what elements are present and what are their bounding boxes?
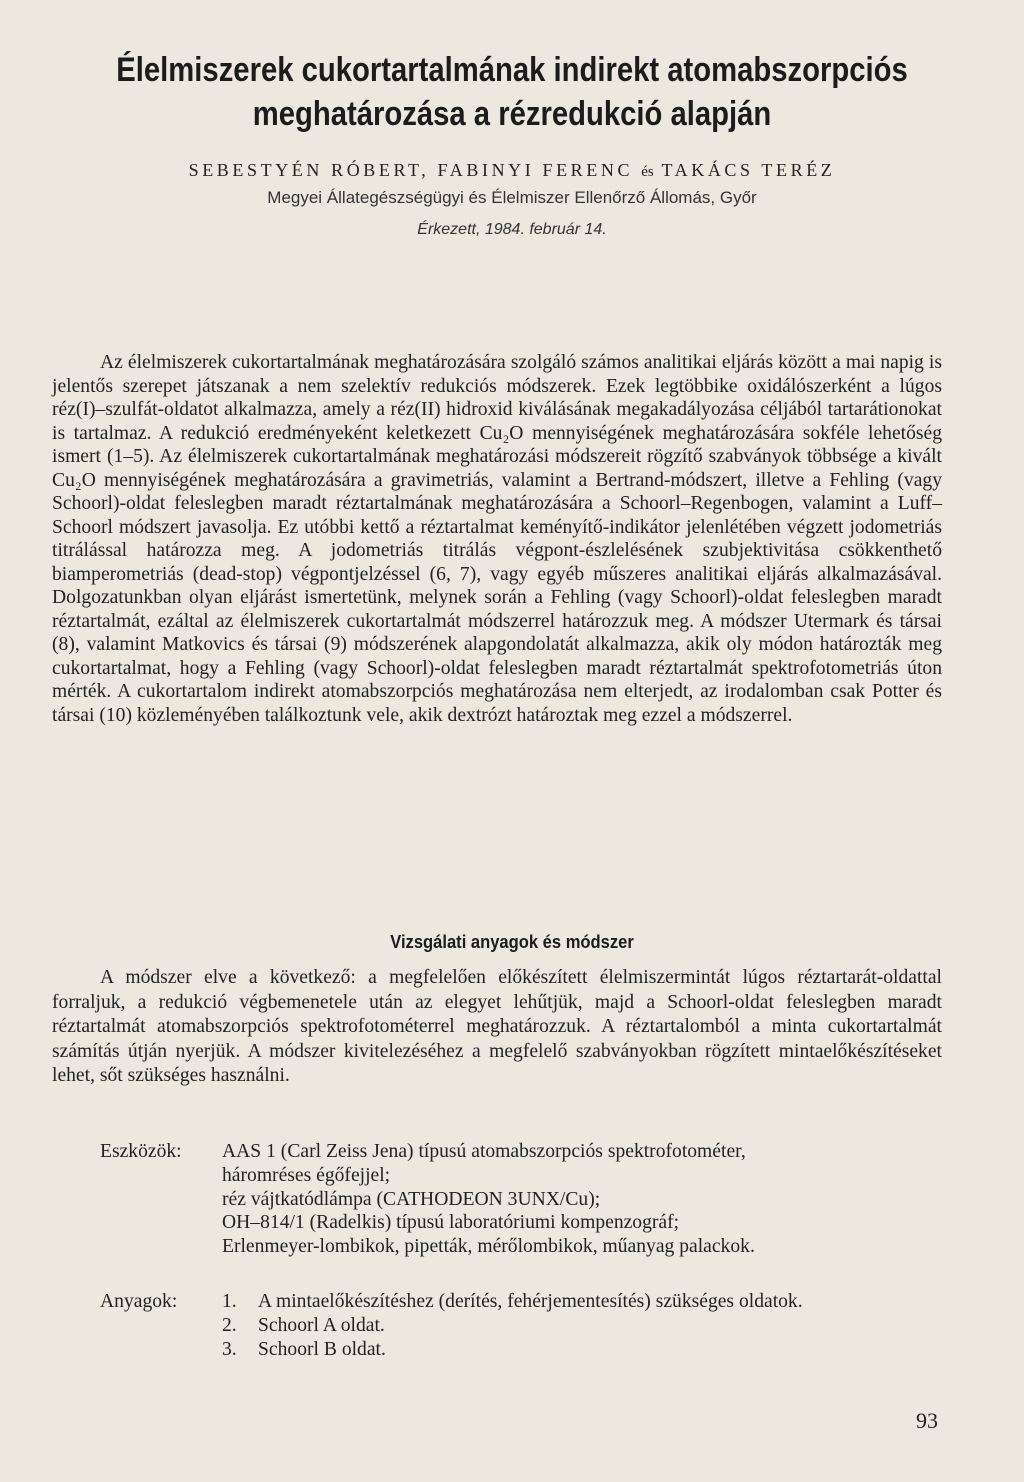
materials-item-number: 1. bbox=[222, 1291, 237, 1312]
authors-part-1: SEBESTYÉN RÓBERT, FABINYI FERENC bbox=[188, 160, 634, 180]
page-number: 93 bbox=[916, 1408, 938, 1433]
materials-item-number: 3. bbox=[222, 1338, 237, 1360]
authors bbox=[0, 160, 1024, 181]
abstract-paragraph: Az élelmiszerek cukortartalmának meghatározására szolgáló számos analitikai eljárás között a mai napig is jelentős szerepet játszanak a nem szelektív redukciós módszerek. Ezek legtöbbike oxidálószerként a lúgos réz(I)–szulfát-oldatot alkalmazza, amely a réz(II) hidroxid kiválásának megakadályozása céljából tartarátionokat is tartalmaz. A redukció eredményeként keletkezett Cu₂O mennyiségének meghatározására sokféle lehetőség ismert (1–5). Az élelmiszerek cukortartalmának meghatározási módszereit rögzítő szabványok többsége a kivált Cu₂O mennyiségének meghatározására a gravimetriás, valamint a Bertrand-módszert, illetve a Fehling (vagy Schoorl)-oldat feleslegben maradt réztartalmának meghatározására a Schoorl–Regenbogen, valamint a Luff–Schoorl módszert javasolja. Ez utóbbi kettő a réztartalmat keményítő-indikátor jelenlétében végzett jodometriás titrálással határozza meg. A jodometriás titrálás végpont-észlelésének szubjektivitása csökkenthető biamperometriás (dead-stop) végpontjelzéssel (6, 7), vagy egyéb műszeres analitikai eljárás alkalmazásával. Dolgozatunkban olyan eljárást ismertetünk, melynek során a Fehling (vagy Schoorl)-oldat feleslegben maradt réztartalmát, ezáltal az élelmiszerek cukortartalmát módszerrel határozzuk meg. A módszer Utermark és társai (8), valamint Matkovics és társai (9) módszerének alapgondolatát alkalmazza, akik oly módon határozták meg cukortartalmat, hogy a Fehling (vagy Schoorl)-oldat feleslegben maradt réztartalmát spektrofotometriás úton mérték. A cukortartalom indirekt atomabszorpciós meghatározása nem elterjedt, az irodalomban csak Potter és társai (10) közleményében találkoztunk vele, akik dextrózt határoztak meg ezzel a módszerrel. bbox=[52, 352, 942, 726]
tools-item: réz vájtkatódlámpa (CATHODEON 3UNX/Cu); bbox=[222, 1188, 601, 1210]
tools-label: Eszközök: bbox=[100, 1141, 182, 1162]
tools-item: OH–814/1 (Radelkis) típusú laboratóriumi kompenzográf; bbox=[222, 1212, 680, 1234]
article-title-line-1: Élelmiszerek cukortartalmának indirekt atomabszorpciós bbox=[116, 51, 908, 89]
materials-item-number: 2. bbox=[222, 1314, 237, 1336]
materials-item bbox=[222, 1338, 942, 1362]
article-title bbox=[106, 48, 918, 136]
tools-item: AAS 1 (Carl Zeiss Jena) típusú atomabszorpciós spektrofotométer, bbox=[222, 1141, 746, 1162]
article-title-line-2: meghatározása a rézredukció alapján bbox=[252, 95, 772, 133]
materials-item bbox=[222, 1314, 942, 1338]
materials-item-text: Schoorl A oldat. bbox=[258, 1314, 385, 1336]
authors-conjunction: és bbox=[641, 164, 654, 180]
received-date: Érkezett, 1984. február 14. bbox=[417, 221, 607, 238]
tools-item: háromréses égőfejjel; bbox=[222, 1164, 391, 1186]
method-paragraph: A módszer elve a következő: a megfelelően előkészített élelmiszermintát lúgos réztartarát-oldattal forraljuk, a redukció végbemenetele után az elegyet lehűtjük, majd a Schoorl-oldat feleslegben maradt réztartalmát atomabszorpciós spektrofotométerrel meghatározzuk. A réztartalomból a minta cukortartalmát számítás útján nyerjük. A módszer kivitelezéséhez a megfelelő szabványokban rögzített mintaelőkészítéseket lehet, sőt szükséges használni. bbox=[52, 967, 942, 1087]
materials-item-text: Schoorl B oldat. bbox=[258, 1338, 386, 1360]
materials-item-text: A mintaelőkészítéshez (derítés, fehérjementesítés) szükséges oldatok. bbox=[258, 1291, 803, 1312]
tools-item: Erlenmeyer-lombikok, pipetták, mérőlombikok, műanyag palackok. bbox=[222, 1236, 755, 1258]
materials-label: Anyagok: bbox=[100, 1291, 178, 1312]
affiliation: Megyei Állategészségügyi és Élelmiszer Ellenőrző Állomás, Győr bbox=[267, 188, 757, 207]
authors-part-2: TAKÁCS TERÉZ bbox=[661, 160, 836, 180]
section-heading: Vizsgálati anyagok és módszer bbox=[390, 932, 634, 952]
materials-item bbox=[222, 1290, 942, 1314]
